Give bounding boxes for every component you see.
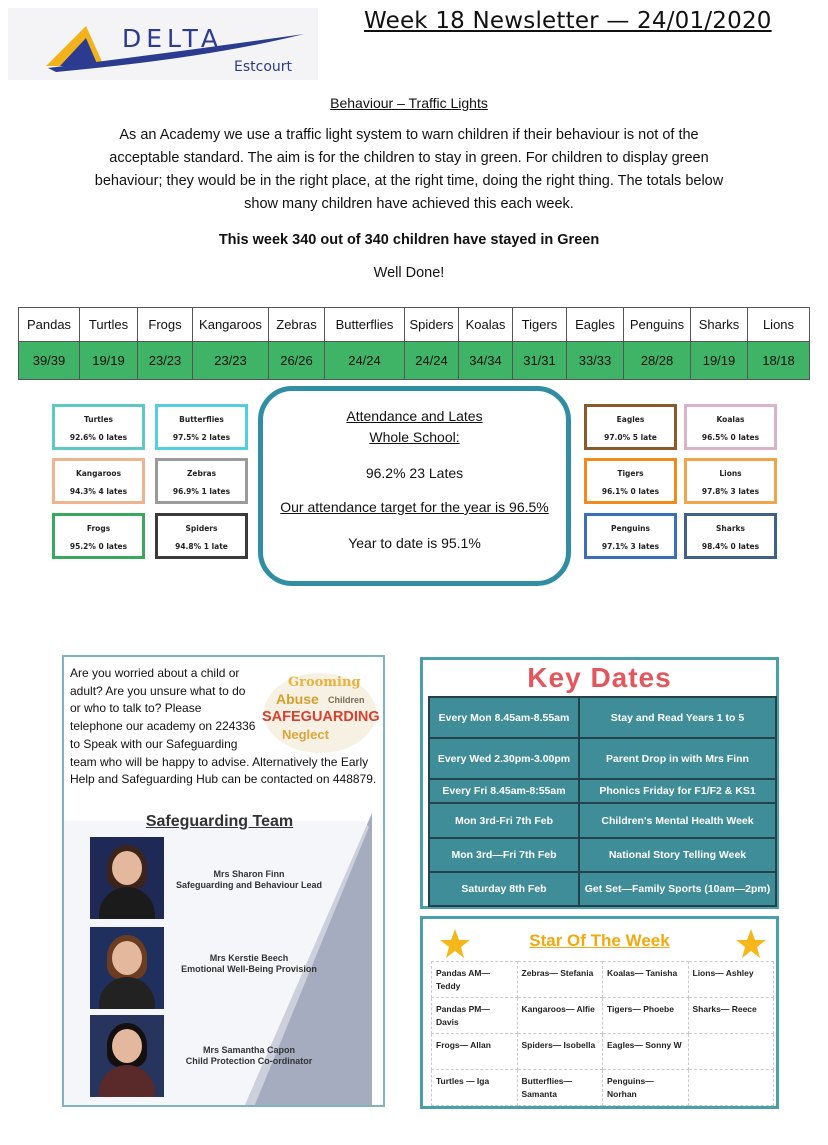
star-row [432,962,774,998]
star-cell: Sharks— Reece [688,998,774,1034]
behaviour-heading: Behaviour – Traffic Lights [330,95,488,111]
attendance-whole-school: 96.2% 23 Lates [365,465,464,481]
safeguarding-line: to Speak with our Safeguarding [70,736,238,751]
key-date-what: Get Set—Family Sports (10am—2pm) [579,872,776,906]
class-value: 26/26 [269,342,325,380]
key-date-what: National Story Telling Week [579,838,776,872]
star-row [432,1070,774,1106]
star-of-the-week-table [431,961,774,1106]
attendance-value: 96.1% 0 lates [601,487,660,496]
key-date-when: Every Fri 8.45am-8:55am [429,779,579,803]
staff-role: Emotional Well-Being Provision [181,964,317,974]
key-date-row [429,872,776,906]
class-name: Turtles [80,308,138,342]
class-name: Butterflies [325,308,405,342]
staff-name: Mrs Kerstie Beech [209,953,289,963]
attendance-box [155,458,248,504]
class-value: 23/23 [193,342,269,380]
safeguarding-team-title: Safeguarding Team [145,813,294,830]
star-cell: Eagles— Sonny W [603,1034,689,1070]
staff-member [174,869,324,891]
class-names-row [19,308,810,342]
star-cell: Penguins— Norhan [603,1070,689,1106]
attendance-class: Zebras [186,469,217,478]
safeguarding-word-cloud [260,669,380,755]
star-cell: Butterflies— Samanta [517,1070,603,1106]
key-date-row [429,697,776,738]
attendance-value: 97.0% 5 late [604,433,657,442]
attendance-box [684,404,777,450]
attendance-summary [258,386,571,586]
attendance-box [684,458,777,504]
class-name: Eagles [567,308,624,342]
class-name: Penguins [624,308,691,342]
key-date-when: Every Mon 8.45am-8.55am [429,697,579,738]
attendance-value: 94.3% 4 lates [69,487,128,496]
attendance-box [684,513,777,559]
key-date-row [429,779,776,803]
class-value: 18/18 [748,342,810,380]
staff-name: Mrs Samantha Capon [202,1045,296,1055]
star-cell: Kangaroos— Alfie [517,998,603,1034]
star-cell: Lions— Ashley [688,962,774,998]
attendance-box [584,513,677,559]
class-value: 24/24 [405,342,459,380]
key-date-when: Saturday 8th Feb [429,872,579,906]
class-name: Spiders [405,308,459,342]
key-dates-panel [420,657,779,909]
star-cell: Frogs— Allan [432,1034,518,1070]
safeguarding-line: adult? Are you unsure what to do [70,683,246,698]
class-values-row [19,342,810,380]
class-value: 39/39 [19,342,80,380]
newsletter-title: Week 18 Newsletter — 24/01/2020 [364,8,772,34]
cloud-word: Children [328,695,365,705]
class-value: 24/24 [325,342,405,380]
staff-photo [90,837,164,919]
attendance-value: 96.9% 1 lates [172,487,231,496]
attendance-class: Tigers [617,469,644,478]
key-date-row [429,838,776,872]
attendance-value: 95.2% 0 lates [69,542,128,551]
key-date-what: Parent Drop in with Mrs Finn [579,738,776,779]
star-cell [688,1034,774,1070]
attendance-box [155,404,248,450]
staff-photo [90,1015,164,1097]
class-value: 31/31 [513,342,567,380]
staff-role: Safeguarding and Behaviour Lead [175,880,323,890]
attendance-value: 97.8% 3 lates [701,487,760,496]
cloud-word: Abuse [276,691,319,707]
attendance-class: Penguins [610,524,650,533]
class-name: Pandas [19,308,80,342]
class-name: Frogs [138,308,193,342]
staff-role: Child Protection Co-ordinator [185,1056,313,1066]
attendance-box [52,513,145,559]
star-cell: Pandas PM— Davis [432,998,518,1034]
logo-name: DELTA [122,24,223,53]
attendance-summary-title: Attendance and Lates [346,408,483,424]
star-cell: Pandas AM— Teddy [432,962,518,998]
class-name: Kangaroos [193,308,269,342]
safeguarding-line: Are you worried about a child or [70,666,240,680]
key-date-when: Mon 3rd—Fri 7th Feb [429,838,579,872]
attendance-class: Frogs [86,524,111,533]
star-row [432,1034,774,1070]
attendance-value: 92.6% 0 lates [69,433,128,442]
attendance-class: Sharks [716,524,745,533]
key-date-what: Phonics Friday for F1/F2 & KS1 [579,779,776,803]
attendance-class: Turtles [83,415,114,424]
star-row [432,998,774,1034]
key-date-when: Mon 3rd-Fri 7th Feb [429,803,579,838]
class-value: 23/23 [138,342,193,380]
star-of-the-week-title: Star Of The Week [529,931,670,950]
attendance-class: Koalas [716,415,745,424]
star-cell: Koalas— Tanisha [603,962,689,998]
attendance-box [52,404,145,450]
class-name: Tigers [513,308,567,342]
attendance-class: Spiders [185,524,218,533]
class-green-table [18,307,810,380]
attendance-value: 97.5% 2 lates [172,433,231,442]
class-name: Lions [748,308,810,342]
cloud-word: Neglect [282,727,329,742]
cloud-word-main: SAFEGUARDING [262,709,380,725]
attendance-box [52,458,145,504]
staff-member [174,953,324,975]
attendance-class: Lions [719,469,742,478]
attendance-value: 97.1% 3 lates [601,542,660,551]
attendance-box [584,458,677,504]
class-value: 34/34 [459,342,513,380]
attendance-class: Butterflies [179,415,224,424]
key-dates-table [428,696,777,907]
safeguarding-panel [62,655,385,1107]
class-name: Sharks [691,308,748,342]
star-cell [688,1070,774,1106]
key-dates-title: Key Dates [527,662,672,693]
key-date-row [429,738,776,779]
class-name: Koalas [459,308,513,342]
behaviour-highlight: This week 340 out of 340 children have stayed in Green [218,232,600,248]
key-date-what: Stay and Read Years 1 to 5 [579,697,776,738]
class-name: Zebras [269,308,325,342]
key-date-what: Children's Mental Health Week [579,803,776,838]
star-of-the-week-panel [420,916,779,1109]
attendance-class: Kangaroos [75,469,122,478]
star-cell: Spiders— Isobella [517,1034,603,1070]
attendance-value: 96.5% 0 lates [701,433,760,442]
attendance-box [584,404,677,450]
key-date-row [429,803,776,838]
key-date-when: Every Wed 2.30pm-3.00pm [429,738,579,779]
logo-subtitle: Estcourt [234,59,293,75]
attendance-summary-subtitle: Whole School: [369,429,460,445]
attendance-class: Eagles [616,415,645,424]
cloud-word: Grooming [288,675,361,690]
well-done: Well Done! [373,265,445,281]
safeguarding-line: telephone our academy on 224336 [70,719,256,734]
safeguarding-line: team who will be happy to advise. Alternatively the Early Help and Safeguarding Hub can be contacted on 448879. [70,754,377,787]
star-cell: Zebras— Stefania [517,962,603,998]
attendance-value: 98.4% 0 lates [701,542,760,551]
attendance-year-to-date: Year to date is 95.1% [348,535,481,551]
attendance-target: Our attendance target for the year is 96.5% [280,499,549,515]
logo [8,8,318,80]
staff-photo [90,927,164,1009]
staff-name: Mrs Sharon Finn [213,869,285,879]
class-value: 19/19 [80,342,138,380]
class-value: 33/33 [567,342,624,380]
star-cell: Tigers— Phoebe [603,998,689,1034]
safeguarding-line: or who to talk to? Please [70,701,202,716]
class-value: 19/19 [691,342,748,380]
attendance-value: 94.8% 1 late [175,542,228,551]
class-value: 28/28 [624,342,691,380]
staff-member [174,1045,324,1067]
star-cell: Turtles — Iga [432,1070,518,1106]
attendance-box [155,513,248,559]
behaviour-paragraph: As an Academy we use a traffic light system to warn children if their behaviour is not of the acceptable standard. The aim is for the children to stay in green. For children to display green behaviour; they would be in the right place, at the right time, doing the right thing. The totals below show many children have achieved this each week. [94,127,724,212]
